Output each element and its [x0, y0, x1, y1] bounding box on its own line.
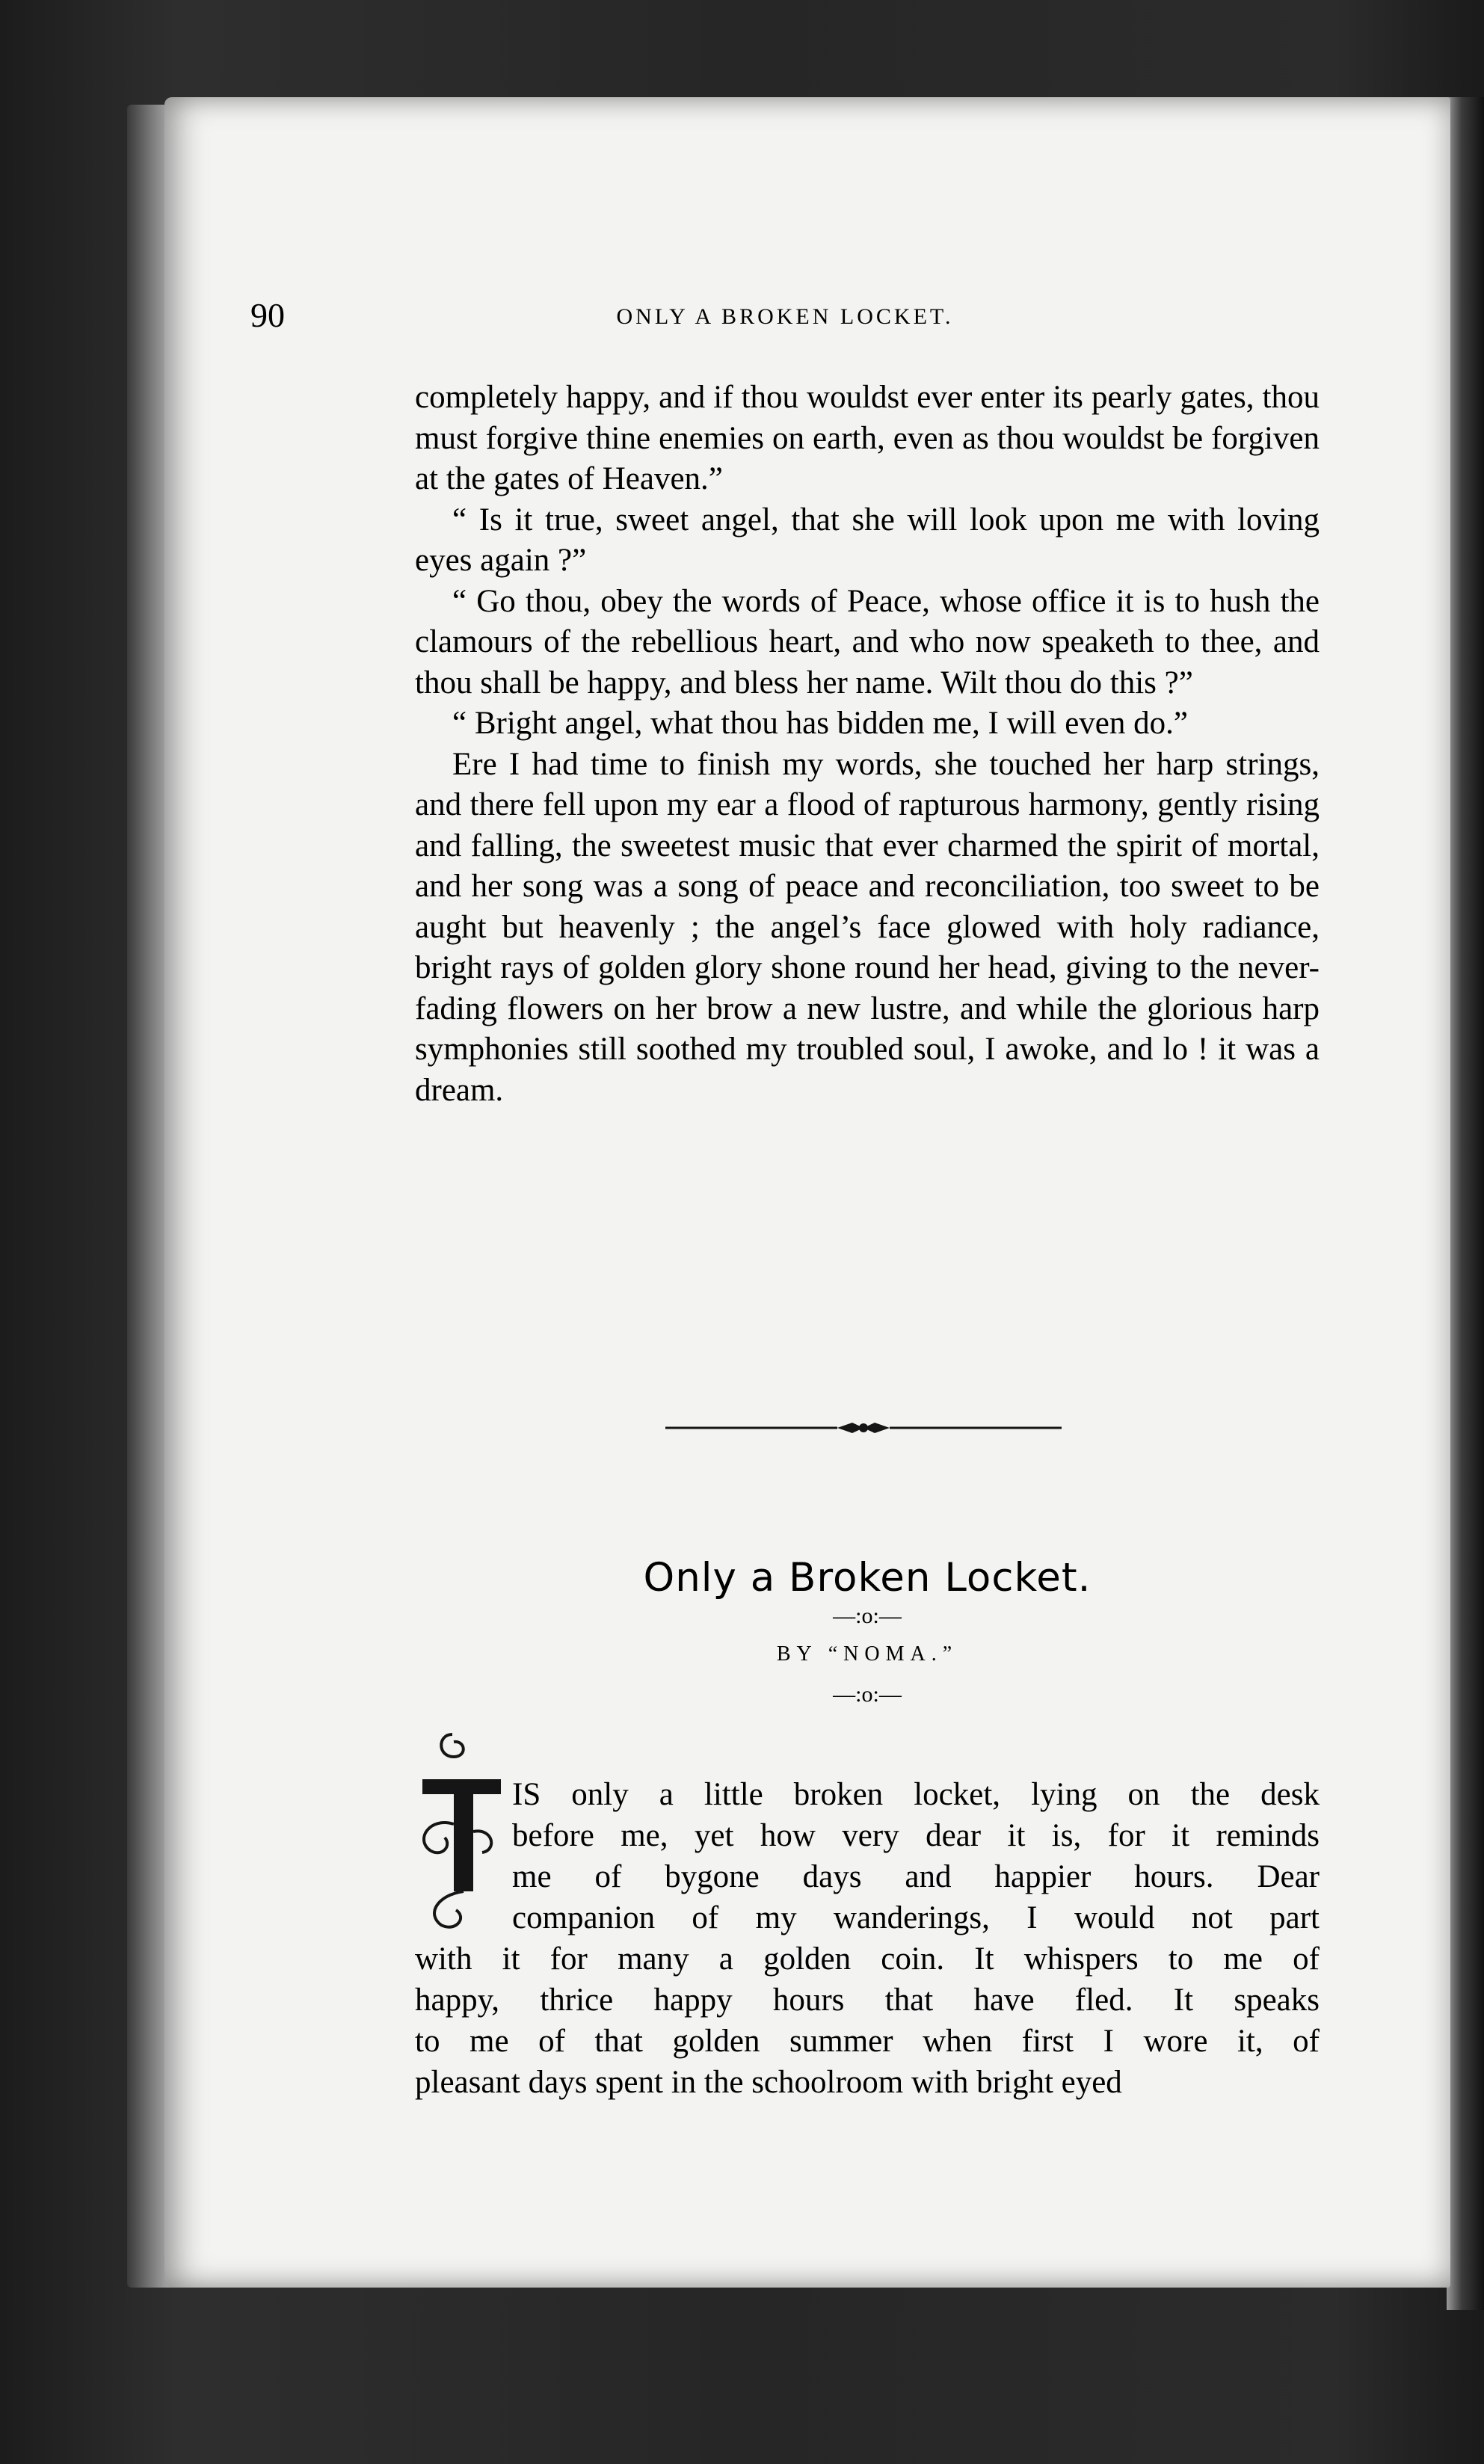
paragraph: completely happy, and if thou wouldst ever enter its pearly gates, thou must forgive thine enemies on earth, even as thou wouldst be forgiven at the gates of Heaven.”: [415, 380, 1320, 496]
paragraph: “ Go thou, obey the words of Peace, whose office it is to hush the clamours of the rebellious heart, and who now speaketh to thee, and thou shall be happy, and bless her name. Wilt thou do this ?”: [415, 583, 1320, 700]
running-head: ONLY A BROKEN LOCKET.: [616, 304, 954, 329]
byline: BY “NOMA.”: [776, 1642, 958, 1666]
article-body: [415, 1774, 1320, 2103]
text-line: before me, yet how very dear it is, for it reminds: [512, 1818, 1320, 1853]
text-line: with it for many a golden coin. It whispers to me of: [415, 1941, 1320, 1977]
text-line: IS only a little broken locket, lying on the desk: [512, 1777, 1320, 1812]
text-line: pleasant days spent in the schoolroom with bright eyed: [415, 2065, 1122, 2100]
page-header: [250, 295, 1320, 340]
paragraph: Ere I had time to finish my words, she touched her harp strings, and there fell upon my ear a flood of rapturous harmony, gently rising and falling, the sweetest music that ever charmed the spirit of mortal, and her song was a song of peace and reconciliation, too sweet to be aught but heavenly ; the angel’s face glowed with holy radiance, bright rays of golden glory shone round her head, giving to the never-fading flowers on her brow a new lustre, and while the glorious harp symphonies still soothed my troubled soul, I awoke, and lo ! it was a dream.: [415, 746, 1320, 1108]
book-right-edge: [1447, 97, 1484, 2310]
text-line: happy, thrice happy hours that have fled. It speaks: [415, 1983, 1320, 2018]
body-text: [415, 378, 1320, 1111]
text-line: companion of my wanderings, I would not part: [512, 1900, 1320, 1935]
paragraph: “ Bright angel, what thou has bidden me, I will even do.”: [452, 706, 1188, 741]
text-line: me of bygone days and happier hours. Dear: [512, 1859, 1320, 1894]
title-separator: —:o:—: [833, 1604, 902, 1628]
article-title: Only a Broken Locket.: [643, 1555, 1092, 1601]
paragraph: “ Is it true, sweet angel, that she will look upon me with loving eyes again ?”: [415, 502, 1320, 578]
ornamental-divider: [665, 1417, 1062, 1439]
page-number: 90: [250, 296, 285, 334]
text-line: to me of that golden summer when first I wore it, of: [415, 2024, 1320, 2059]
byline-separator: —:o:—: [833, 1682, 902, 1707]
